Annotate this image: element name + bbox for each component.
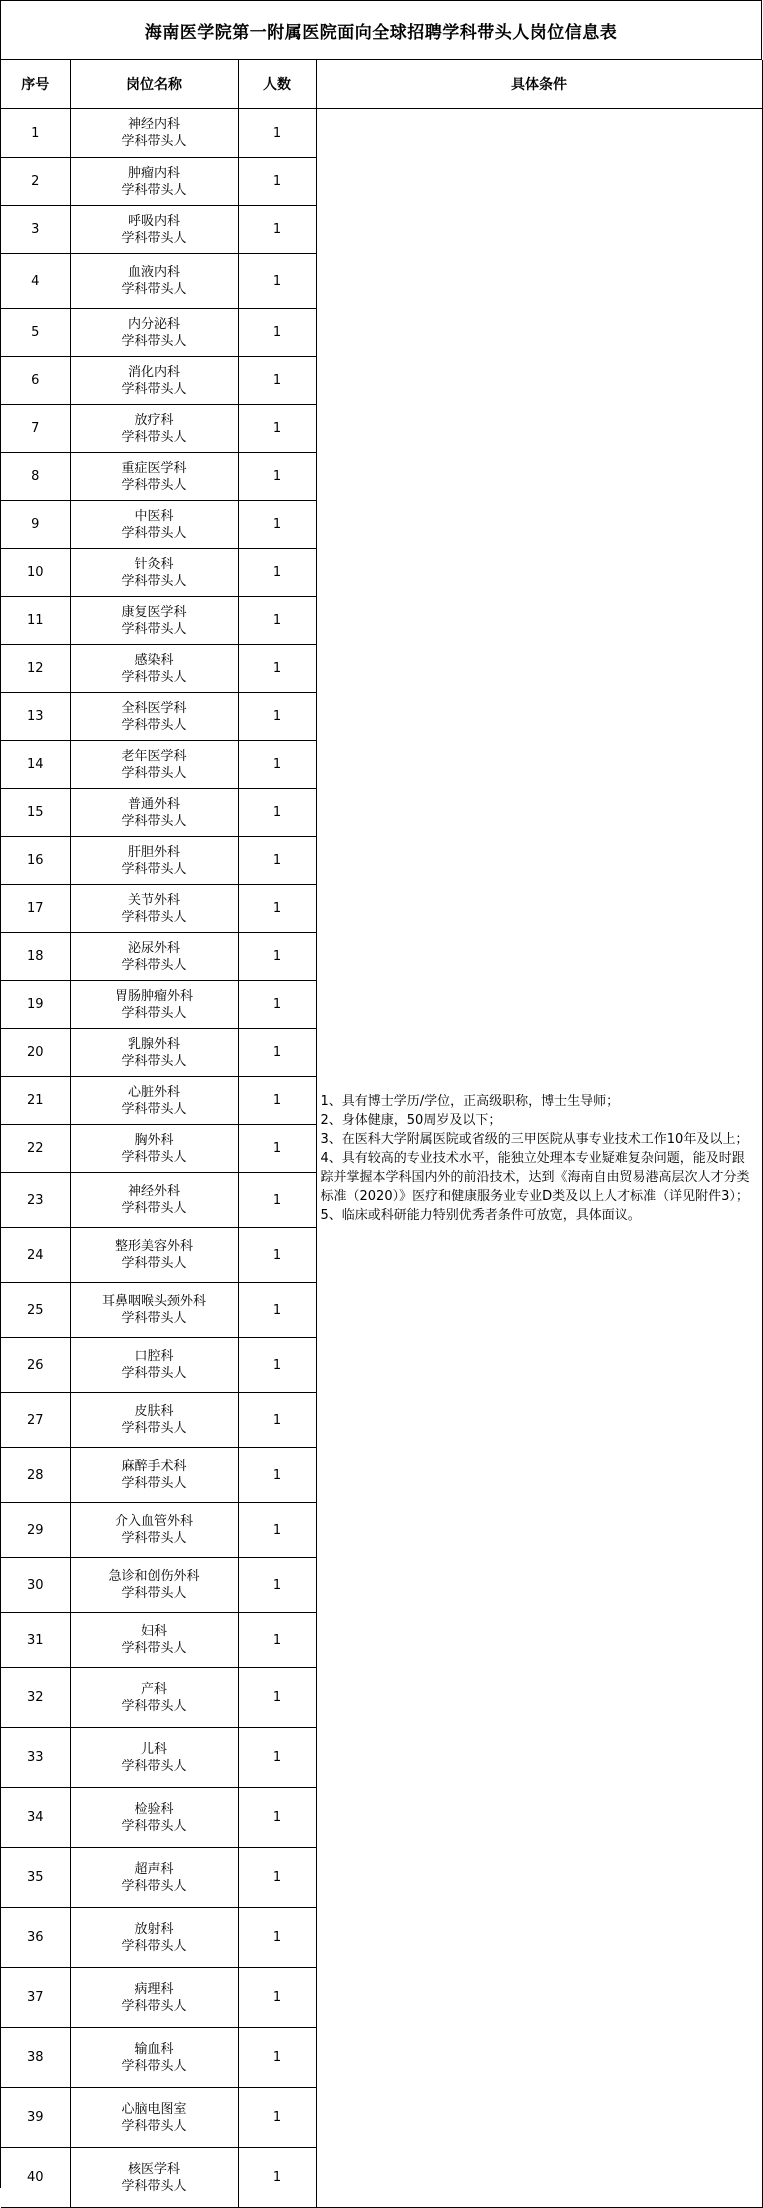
headcount: 1 [238, 837, 316, 885]
headcount: 1 [238, 1283, 316, 1338]
role-name: 学科带头人 [121, 573, 187, 589]
row-index: 9 [1, 501, 70, 549]
department-name: 产科 [140, 1681, 167, 1697]
department-name: 神经外科 [127, 1184, 180, 1199]
role-name: 学科带头人 [121, 717, 187, 733]
headcount: 1 [238, 1503, 316, 1558]
headcount: 1 [238, 1613, 316, 1668]
department-name: 重症医学科 [121, 460, 187, 476]
row-index: 28 [1, 1448, 70, 1503]
department-name: 耳鼻咽喉头颈外科 [101, 1294, 206, 1309]
row-index: 7 [1, 405, 70, 453]
role-name: 学科带头人 [121, 1005, 187, 1021]
position-name [70, 741, 238, 789]
position-name [70, 1728, 238, 1788]
headcount: 1 [238, 1228, 316, 1283]
department-name: 麻醉手术科 [121, 1459, 187, 1474]
department-name: 胃肠肿瘤外科 [114, 988, 193, 1004]
department-name: 感染科 [134, 652, 174, 668]
department-name: 心脏外科 [127, 1084, 180, 1100]
role-name: 学科带头人 [121, 525, 187, 541]
department-name: 放射科 [134, 1921, 174, 1937]
position-name [70, 1968, 238, 2028]
department-name: 普通外科 [127, 796, 180, 812]
condition-item: 4、具有较高的专业技术水平，能独立处理本专业疑难复杂问题，能及时跟踪并掌握本学科国内外的前沿技术，达到《海南自由贸易港高层次人才分类标准（2020）》医疗和健康服务业专业D类及以上人才标准（详见附件3）； [320, 1150, 750, 1204]
headcount: 1 [238, 357, 316, 405]
position-name [70, 1613, 238, 1668]
department-name: 病理科 [134, 1981, 174, 1997]
position-name [70, 837, 238, 885]
row-index: 39 [1, 2088, 70, 2148]
position-name [70, 1029, 238, 1077]
position-name [70, 1558, 238, 1613]
headcount: 1 [238, 2148, 316, 2208]
headcount: 1 [238, 1338, 316, 1393]
positions-table [1, 60, 763, 2208]
position-name [70, 206, 238, 254]
department-name: 急诊和创伤外科 [108, 1569, 200, 1584]
headcount: 1 [238, 981, 316, 1029]
row-index: 35 [1, 1848, 70, 1908]
table-title: 海南医学院第一附属医院面向全球招聘学科带头人岗位信息表 [1, 1, 762, 60]
role-name: 学科带头人 [121, 1149, 187, 1165]
department-name: 老年医学科 [121, 748, 187, 764]
department-name: 消化内科 [127, 364, 180, 380]
position-name [70, 1908, 238, 1968]
department-name: 检验科 [134, 1801, 174, 1817]
condition-item: 2、身体健康，50周岁及以下； [320, 1112, 502, 1128]
department-name: 中医科 [134, 508, 174, 524]
position-name [70, 453, 238, 501]
headcount: 1 [238, 453, 316, 501]
row-index: 34 [1, 1788, 70, 1848]
role-name: 学科带头人 [121, 1101, 187, 1117]
role-name: 学科带头人 [121, 909, 187, 925]
role-name: 学科带头人 [121, 1201, 187, 1216]
position-name [70, 357, 238, 405]
role-name: 学科带头人 [121, 1641, 187, 1656]
headcount: 1 [238, 2028, 316, 2088]
headcount: 1 [238, 2088, 316, 2148]
row-index: 40 [1, 2148, 70, 2208]
row-index: 25 [1, 1283, 70, 1338]
department-name: 输血科 [134, 2041, 174, 2057]
headcount: 1 [238, 254, 316, 309]
role-name: 学科带头人 [121, 765, 187, 781]
position-name [70, 501, 238, 549]
row-index: 29 [1, 1503, 70, 1558]
position-name [70, 597, 238, 645]
role-name: 学科带头人 [121, 134, 187, 149]
headcount: 1 [238, 885, 316, 933]
row-index: 17 [1, 885, 70, 933]
position-name [70, 933, 238, 981]
role-name: 学科带头人 [121, 957, 187, 973]
position-name [70, 309, 238, 357]
department-name: 妇科 [140, 1624, 167, 1639]
row-index: 6 [1, 357, 70, 405]
role-name: 学科带头人 [121, 2178, 187, 2194]
headcount: 1 [238, 1558, 316, 1613]
headcount: 1 [238, 405, 316, 453]
row-index: 2 [1, 158, 70, 206]
department-name: 肿瘤内科 [127, 165, 180, 181]
headcount: 1 [238, 1077, 316, 1125]
header-row [1, 60, 762, 109]
position-name [70, 549, 238, 597]
role-name: 学科带头人 [121, 1998, 187, 2014]
department-name: 血液内科 [127, 265, 180, 280]
position-name [70, 1338, 238, 1393]
position-name [70, 645, 238, 693]
role-name: 学科带头人 [121, 1053, 187, 1069]
headcount: 1 [238, 693, 316, 741]
headcount: 1 [238, 789, 316, 837]
position-name [70, 2148, 238, 2208]
headcount: 1 [238, 158, 316, 206]
position-name [70, 109, 238, 158]
role-name: 学科带头人 [121, 861, 187, 877]
role-name: 学科带头人 [121, 333, 187, 349]
position-name [70, 789, 238, 837]
department-name: 放疗科 [134, 412, 174, 428]
row-index: 3 [1, 206, 70, 254]
header-position: 岗位名称 [70, 60, 238, 109]
headcount: 1 [238, 645, 316, 693]
role-name: 学科带头人 [121, 1586, 187, 1601]
position-name [70, 254, 238, 309]
role-name: 学科带头人 [121, 282, 187, 297]
headcount: 1 [238, 933, 316, 981]
department-name: 泌尿外科 [127, 940, 180, 956]
headcount: 1 [238, 1968, 316, 2028]
position-name [70, 158, 238, 206]
headcount: 1 [238, 109, 316, 158]
headcount: 1 [238, 501, 316, 549]
department-name: 皮肤科 [134, 1404, 174, 1419]
role-name: 学科带头人 [121, 1366, 187, 1381]
role-name: 学科带头人 [121, 1938, 187, 1954]
department-name: 口腔科 [134, 1349, 174, 1364]
row-index: 14 [1, 741, 70, 789]
conditions-cell [316, 109, 762, 2208]
department-name: 肝胆外科 [127, 844, 180, 860]
header-index: 序号 [1, 60, 70, 109]
role-name: 学科带头人 [121, 1878, 187, 1894]
role-name: 学科带头人 [121, 477, 187, 493]
condition-item: 3、在医科大学附属医院或省级的三甲医院从事专业技术工作10年及以上； [320, 1131, 749, 1147]
position-name [70, 405, 238, 453]
position-name [70, 1448, 238, 1503]
row-index: 19 [1, 981, 70, 1029]
role-name: 学科带头人 [121, 1476, 187, 1491]
row-index: 38 [1, 2028, 70, 2088]
department-name: 胸外科 [134, 1132, 174, 1148]
row-index: 4 [1, 254, 70, 309]
role-name: 学科带头人 [121, 1818, 187, 1834]
row-index: 24 [1, 1228, 70, 1283]
row-index: 27 [1, 1393, 70, 1448]
position-name [70, 981, 238, 1029]
role-name: 学科带头人 [121, 1256, 187, 1271]
row-index: 8 [1, 453, 70, 501]
position-name [70, 885, 238, 933]
condition-item: 1、具有博士学历/学位，正高级职称，博士生导师； [320, 1093, 620, 1109]
positions-body [1, 109, 762, 2208]
row-index: 32 [1, 1668, 70, 1728]
department-name: 儿科 [140, 1741, 167, 1757]
row-index: 26 [1, 1338, 70, 1393]
headcount: 1 [238, 597, 316, 645]
department-name: 心脑电图室 [121, 2101, 187, 2117]
row-index: 12 [1, 645, 70, 693]
headcount: 1 [238, 1173, 316, 1228]
role-name: 学科带头人 [121, 2058, 187, 2074]
row-index: 11 [1, 597, 70, 645]
department-name: 内分泌科 [127, 316, 180, 332]
position-name [70, 2088, 238, 2148]
role-name: 学科带头人 [121, 813, 187, 829]
header-conditions: 具体条件 [316, 60, 762, 109]
role-name: 学科带头人 [121, 1311, 187, 1326]
department-name: 介入血管外科 [114, 1514, 193, 1529]
position-name [70, 1503, 238, 1558]
row-index: 22 [1, 1125, 70, 1173]
role-name: 学科带头人 [121, 621, 187, 637]
row-index: 23 [1, 1173, 70, 1228]
condition-item: 5、临床或科研能力特别优秀者条件可放宽，具体面议。 [320, 1207, 641, 1223]
position-name [70, 693, 238, 741]
headcount: 1 [238, 1029, 316, 1077]
headcount: 1 [238, 1125, 316, 1173]
role-name: 学科带头人 [121, 429, 187, 445]
row-index: 18 [1, 933, 70, 981]
position-name [70, 1393, 238, 1448]
row-index: 13 [1, 693, 70, 741]
role-name: 学科带头人 [121, 1421, 187, 1436]
headcount: 1 [238, 1393, 316, 1448]
row-index: 31 [1, 1613, 70, 1668]
role-name: 学科带头人 [121, 669, 187, 685]
table-row [1, 109, 762, 158]
position-name [70, 1283, 238, 1338]
row-index: 37 [1, 1968, 70, 2028]
row-index: 16 [1, 837, 70, 885]
headcount: 1 [238, 1728, 316, 1788]
position-name [70, 1848, 238, 1908]
department-name: 超声科 [134, 1861, 174, 1877]
department-name: 乳腺外科 [127, 1036, 180, 1052]
row-index: 10 [1, 549, 70, 597]
department-name: 康复医学科 [121, 604, 187, 620]
headcount: 1 [238, 549, 316, 597]
row-index: 21 [1, 1077, 70, 1125]
role-name: 学科带头人 [121, 1758, 187, 1774]
position-name [70, 2028, 238, 2088]
position-name [70, 1173, 238, 1228]
position-name [70, 1228, 238, 1283]
headcount: 1 [238, 1908, 316, 1968]
headcount: 1 [238, 1788, 316, 1848]
headcount: 1 [238, 206, 316, 254]
department-name: 神经内科 [127, 117, 180, 132]
headcount: 1 [238, 741, 316, 789]
department-name: 核医学科 [127, 2161, 180, 2177]
role-name: 学科带头人 [121, 1698, 187, 1714]
position-name [70, 1077, 238, 1125]
headcount: 1 [238, 309, 316, 357]
row-index: 5 [1, 309, 70, 357]
department-name: 关节外科 [127, 892, 180, 908]
position-name [70, 1125, 238, 1173]
position-name [70, 1668, 238, 1728]
position-name [70, 1788, 238, 1848]
headcount: 1 [238, 1848, 316, 1908]
headcount: 1 [238, 1448, 316, 1503]
role-name: 学科带头人 [121, 230, 187, 246]
role-name: 学科带头人 [121, 381, 187, 397]
row-index: 20 [1, 1029, 70, 1077]
role-name: 学科带头人 [121, 2118, 187, 2134]
department-name: 针灸科 [134, 556, 174, 572]
department-name: 整形美容外科 [114, 1239, 193, 1254]
department-name: 全科医学科 [121, 700, 187, 716]
headcount: 1 [238, 1668, 316, 1728]
row-index: 30 [1, 1558, 70, 1613]
row-index: 33 [1, 1728, 70, 1788]
role-name: 学科带头人 [121, 182, 187, 198]
role-name: 学科带头人 [121, 1531, 187, 1546]
header-count: 人数 [238, 60, 316, 109]
row-index: 15 [1, 789, 70, 837]
row-index: 1 [1, 109, 70, 158]
department-name: 呼吸内科 [127, 213, 180, 229]
row-index: 36 [1, 1908, 70, 1968]
